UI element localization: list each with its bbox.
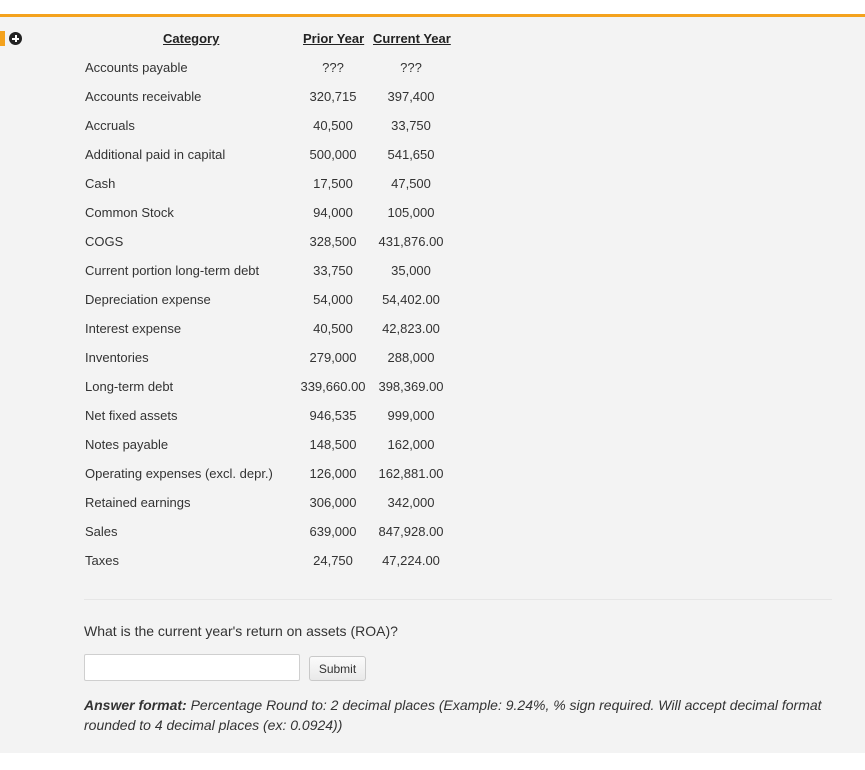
answer-format-label: Answer format: [84, 697, 187, 713]
row-category: Depreciation expense [85, 292, 211, 307]
row-category: Retained earnings [85, 495, 191, 510]
row-category: Net fixed assets [85, 408, 178, 423]
row-category: Accruals [85, 118, 135, 133]
answer-format-note [84, 695, 834, 735]
question-text: What is the current year's return on assets (ROA)? [84, 623, 398, 639]
row-category: Interest expense [85, 321, 182, 336]
row-category: Cash [85, 176, 116, 191]
row-category: Taxes [85, 553, 119, 568]
side-accent-tab [0, 31, 5, 46]
header-current-year: Current Year [373, 31, 451, 46]
answer-format-text: Percentage Round to: 2 decimal places (Example: 9.24%, % sign required. Will accept decimal format rounded to 4 decimal places (ex: 0.0924)) [84, 697, 822, 733]
row-category: Accounts payable [85, 60, 188, 75]
row-category: Additional paid in capital [85, 147, 226, 162]
row-category: Sales [85, 524, 118, 539]
row-category: Current portion long-term debt [85, 263, 260, 278]
row-category: Operating expenses (excl. depr.) [85, 466, 273, 481]
row-category: COGS [85, 234, 124, 249]
answer-input[interactable] [84, 654, 300, 681]
header-category: Category [163, 31, 220, 46]
row-category: Long-term debt [85, 379, 174, 394]
row-category: Inventories [85, 350, 149, 365]
row-category: Notes payable [85, 437, 169, 452]
row-category: Accounts receivable [85, 89, 202, 104]
row-category: Common Stock [85, 205, 174, 220]
header-prior-year: Prior Year [303, 31, 365, 46]
submit-button[interactable]: Submit [309, 656, 366, 681]
section-divider [84, 599, 832, 600]
plus-circle-icon[interactable] [9, 32, 22, 45]
